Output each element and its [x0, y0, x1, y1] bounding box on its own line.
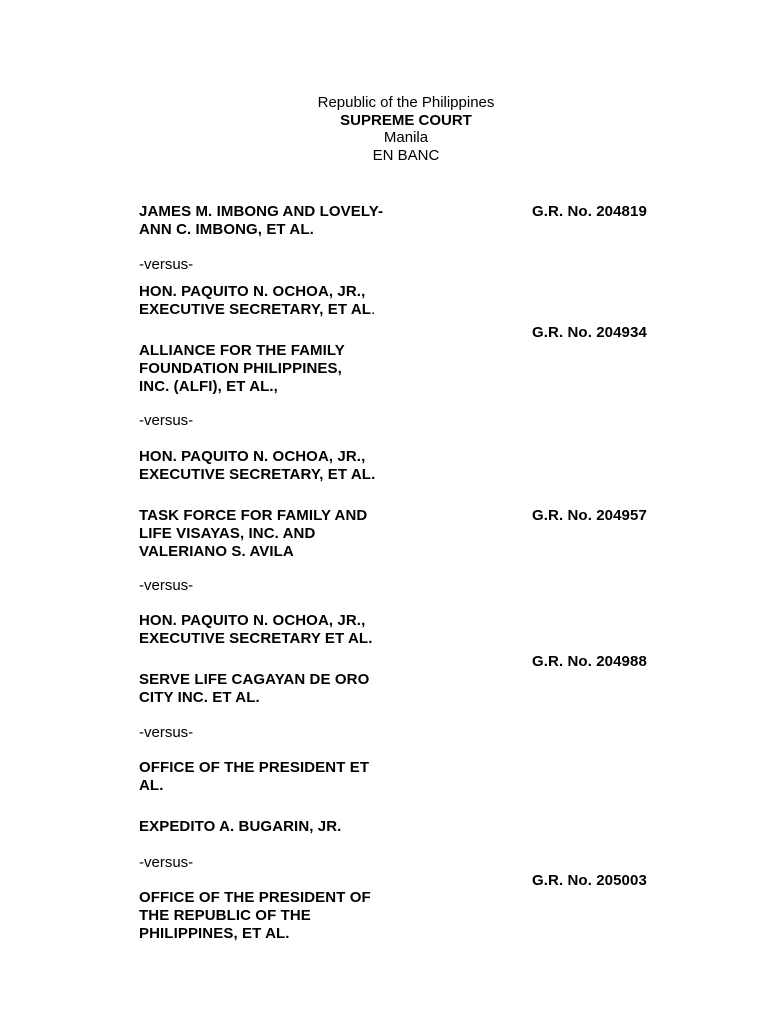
- case1-versus: -versus-: [139, 256, 194, 273]
- case3-petitioner-line2: LIFE VISAYAS, INC. AND: [139, 525, 316, 542]
- case5-versus: -versus-: [139, 854, 194, 871]
- case3-respondent-line2: EXECUTIVE SECRETARY ET AL.: [139, 630, 373, 647]
- case5-petitioner-line1: EXPEDITO A. BUGARIN, JR.: [139, 818, 342, 835]
- case2-petitioner-line1: ALLIANCE FOR THE FAMILY: [139, 342, 345, 359]
- case1-respondent: [139, 283, 439, 319]
- case1-petitioner-line1: JAMES M. IMBONG AND LOVELY-: [139, 203, 384, 220]
- case4-versus: -versus-: [139, 724, 194, 741]
- case3-petitioner-line3: VALERIANO S. AVILA: [139, 543, 294, 560]
- case3-respondent: [139, 612, 439, 648]
- case3-gr-number: G.R. No. 204957: [532, 507, 647, 524]
- case4-respondent-line2: AL.: [139, 777, 164, 794]
- case2-respondent: [139, 448, 439, 484]
- case1-petitioner-line2: ANN C. IMBONG, ET AL.: [139, 221, 314, 238]
- case4-respondent: [139, 759, 439, 795]
- case1-respondent-line1: HON. PAQUITO N. OCHOA, JR.,: [139, 283, 366, 300]
- case3-versus: -versus-: [139, 577, 194, 594]
- case4-petitioner: [139, 671, 439, 707]
- case2-respondent-line1: HON. PAQUITO N. OCHOA, JR.,: [139, 448, 366, 465]
- case2-respondent-line2: EXECUTIVE SECRETARY, ET AL.: [139, 466, 376, 483]
- case4-petitioner-line1: SERVE LIFE CAGAYAN DE ORO: [139, 671, 370, 688]
- case4-gr-number: G.R. No. 204988: [532, 653, 647, 670]
- case2-petitioner-line3: INC. (ALFI), ET AL.,: [139, 378, 278, 395]
- case1-respondent-period: .: [371, 301, 376, 318]
- case5-gr-number: G.R. No. 205003: [532, 872, 647, 889]
- case2-gr-number: G.R. No. 204934: [532, 324, 647, 341]
- case1-respondent-line2: [139, 301, 439, 319]
- case5-respondent: [139, 889, 439, 943]
- case4-respondent-line1: OFFICE OF THE PRESIDENT ET: [139, 759, 370, 776]
- header-city: Manila: [383, 129, 429, 146]
- case2-petitioner: [139, 342, 439, 396]
- case5-respondent-line3: PHILIPPINES, ET AL.: [139, 925, 290, 942]
- case1-gr-number: G.R. No. 204819: [532, 203, 647, 220]
- case1-petitioner: [139, 203, 439, 239]
- header-division: EN BANC: [372, 147, 440, 164]
- case2-versus: -versus-: [139, 412, 194, 429]
- case3-petitioner-line1: TASK FORCE FOR FAMILY AND: [139, 507, 368, 524]
- case4-petitioner-line2: CITY INC. ET AL.: [139, 689, 260, 706]
- case3-respondent-line1: HON. PAQUITO N. OCHOA, JR.,: [139, 612, 366, 629]
- case1-respondent-line2-text: EXECUTIVE SECRETARY, ET AL: [139, 301, 372, 318]
- case5-respondent-line1: OFFICE OF THE PRESIDENT OF: [139, 889, 371, 906]
- header-republic: Republic of the Philippines: [317, 94, 495, 111]
- case3-petitioner: [139, 507, 439, 561]
- case5-petitioner: [139, 818, 439, 836]
- case2-petitioner-line2: FOUNDATION PHILIPPINES,: [139, 360, 342, 377]
- header-court: SUPREME COURT: [340, 112, 472, 129]
- case5-respondent-line2: THE REPUBLIC OF THE: [139, 907, 311, 924]
